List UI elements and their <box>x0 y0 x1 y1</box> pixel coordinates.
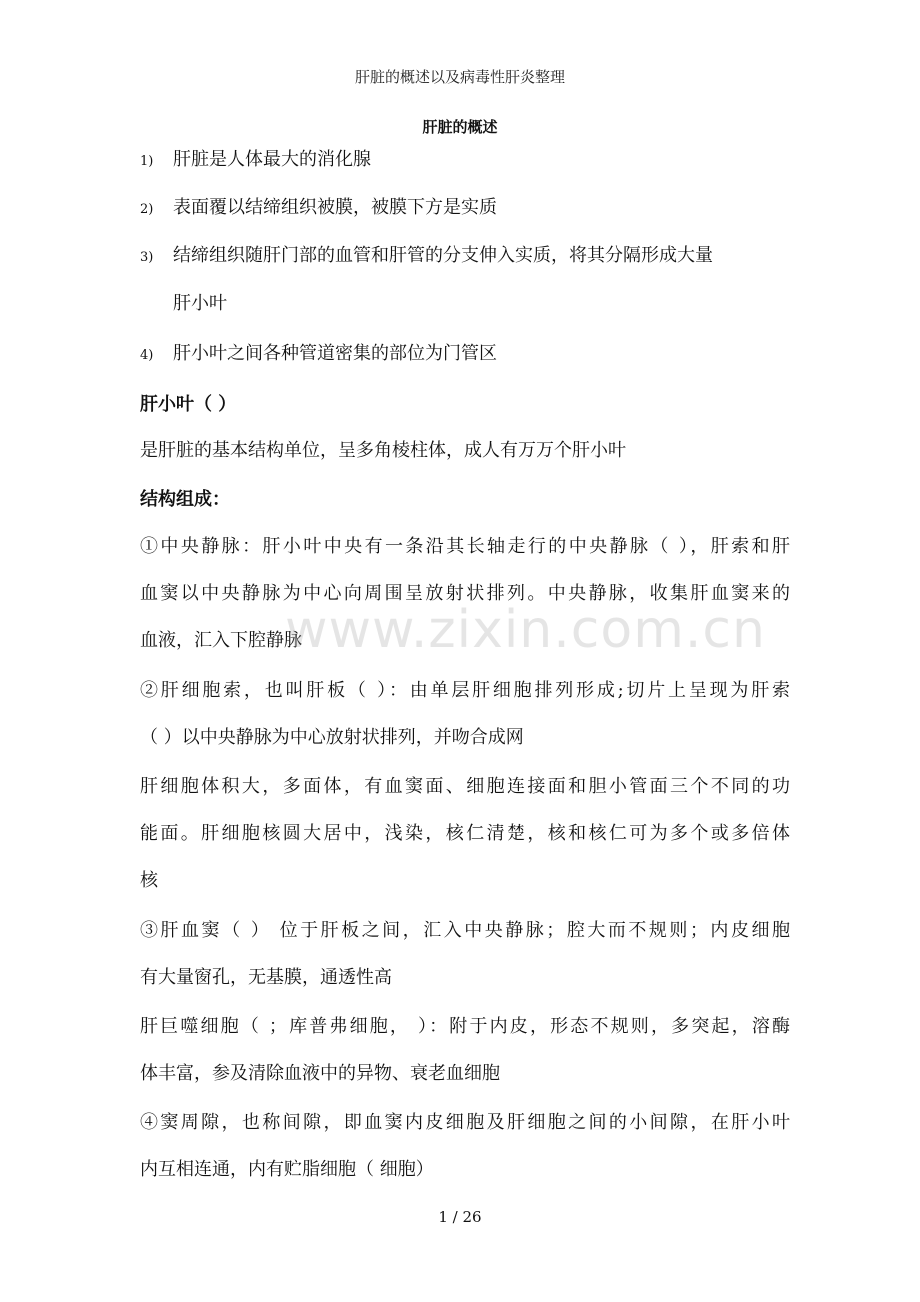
paragraph-hepatic-cord <box>140 667 790 761</box>
list-item-4 <box>140 330 790 380</box>
paragraph-line: 肝细胞体积大，多面体，有血窦面、细胞连接面和胆小管面三个不同的功 <box>140 776 790 797</box>
paragraph-line: 能面。肝细胞核圆大居中，浅染，核仁清楚，核和核仁可为多个或多倍体 <box>140 823 790 844</box>
list-item-1 <box>140 136 790 186</box>
list-number: 4) <box>140 348 154 363</box>
page-number: 1 / 26 <box>438 1208 482 1226</box>
paragraph-line: ③肝血窦（ ） 位于肝板之间，汇入中央静脉；腔大而不规则；内皮细胞 <box>140 920 790 941</box>
list-text: 肝脏是人体最大的消化腺 <box>173 149 371 170</box>
paragraph-kupffer <box>140 1003 790 1097</box>
paragraph-line: 体丰富，参及清除血液中的异物、衰老血细胞 <box>140 1063 500 1084</box>
paragraph-line: （ ）以中央静脉为中心放射状排列，并吻合成网 <box>140 727 524 748</box>
paragraph-perisinusoidal <box>140 1099 790 1193</box>
paragraph-line: 有大量窗孔，无基膜，通透性高 <box>140 967 392 988</box>
document-header: 肝脏的概述以及病毒性肝炎整理 <box>354 68 565 86</box>
paragraph-central-vein <box>140 523 790 664</box>
list-text: 表面覆以结缔组织被膜，被膜下方是实质 <box>173 197 497 218</box>
paragraph-line: 是肝脏的基本结构单位，呈多角棱柱体，成人有万万个肝小叶 <box>140 440 626 461</box>
lobule-heading: 肝小叶（ ） <box>140 394 237 415</box>
paragraph-line: 肝巨噬细胞（ ；库普弗细胞， ）：附于内皮，形态不规则，多突起，溶酶 <box>140 1016 790 1037</box>
paragraph-line: ②肝细胞索，也叫肝板（ ）：由单层肝细胞排列形成;切片上呈现为肝索 <box>140 680 790 701</box>
list-text: 肝小叶之间各种管道密集的部位为门管区 <box>173 343 497 364</box>
paragraph-line: ④窦周隙，也称间隙，即血窦内皮细胞及肝细胞之间的小间隙，在肝小叶 <box>140 1112 790 1133</box>
paragraph-hepatocyte <box>140 763 790 904</box>
list-text: 结缔组织随肝门部的血管和肝管的分支伸入实质，将其分隔形成大量 <box>173 245 713 266</box>
paragraph-sinusoid <box>140 907 790 1001</box>
lobule-description <box>140 427 790 474</box>
paragraph-line: ①中央静脉：肝小叶中央有一条沿其长轴走行的中央静脉（ ），肝索和肝 <box>140 536 790 557</box>
paragraph-line: 内互相连通，内有贮脂细胞（ 细胞） <box>140 1159 434 1180</box>
list-item-3 <box>140 232 790 282</box>
list-number: 2) <box>140 202 154 217</box>
section-title: 肝脏的概述 <box>422 118 498 136</box>
list-item-3-continuation: 肝小叶 <box>173 293 227 314</box>
paragraph-line: 血窦以中央静脉为中心向周围呈放射状排列。中央静脉，收集肝血窦来的 <box>140 583 790 604</box>
paragraph-line: 血液，汇入下腔静脉 <box>140 630 302 651</box>
list-number: 3) <box>140 250 154 265</box>
structure-heading: 结构组成： <box>140 489 230 510</box>
list-item-2 <box>140 184 790 234</box>
list-number: 1) <box>140 154 154 169</box>
paragraph-line: 核 <box>140 870 158 891</box>
watermark: www.zixin.com.cn <box>285 600 766 660</box>
